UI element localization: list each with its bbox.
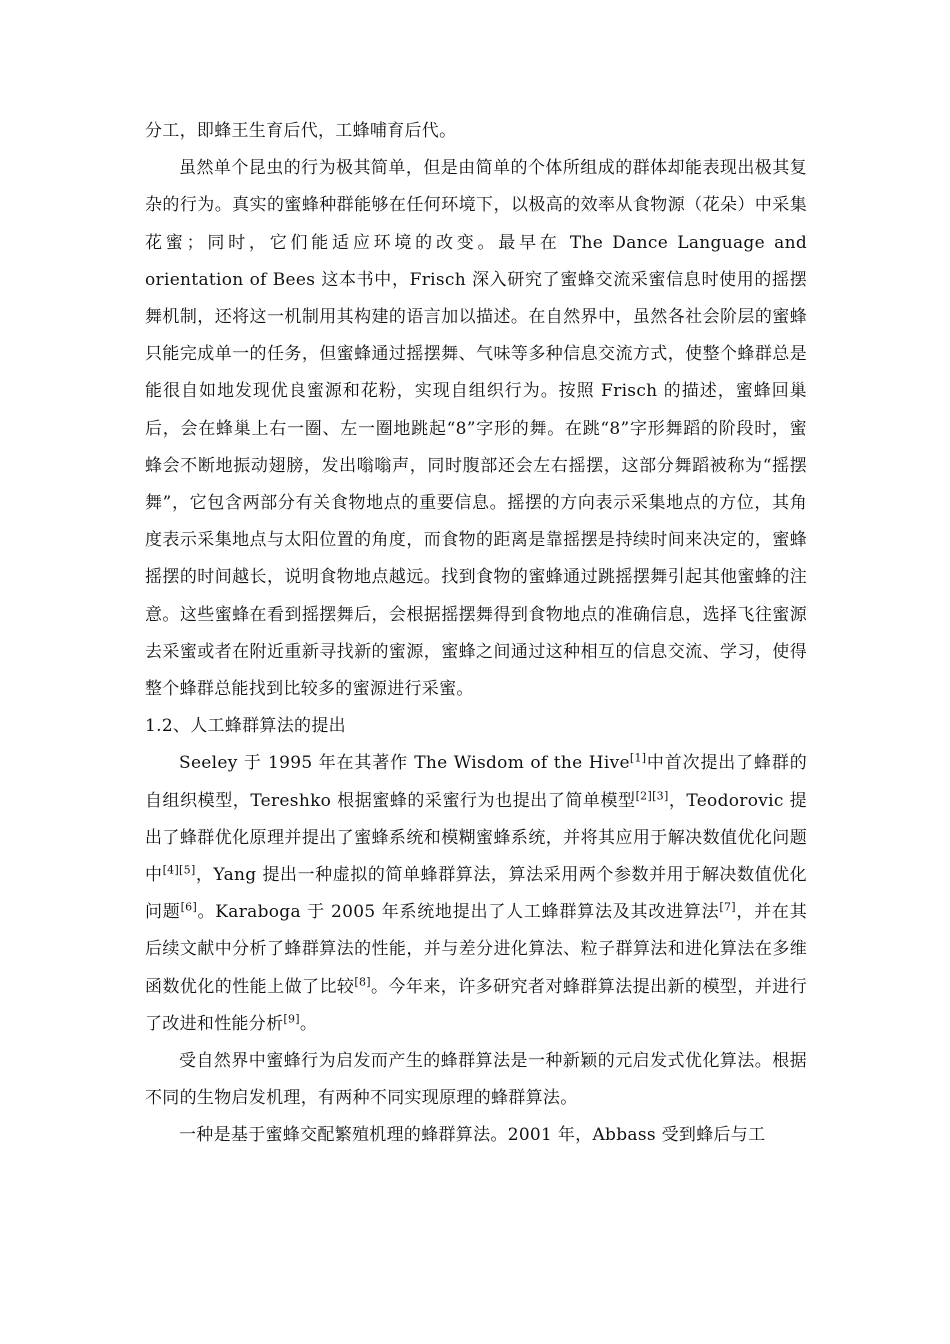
text-run: ，Teodorovic 提出了蜂群优化原理并提出了蜜蜂系统和模糊蜜蜂系统，并将其应用于解决数值优化问题中 [145,790,807,886]
citation-ref: [2][3] [635,789,669,802]
document-body [145,113,807,1155]
text-run: 分工，即蜂王生育后代，工蜂哺育后代。 [145,121,457,141]
citation-ref: [1] [629,751,647,765]
paragraph [145,1043,807,1117]
text-run: Seeley 于 1995 年在其著作 The Wisdom of the Hive [179,753,630,774]
citation-ref: [7] [719,900,736,914]
paragraph [145,113,807,150]
text-run: 1.2、人工蜂群算法的提出 [145,716,346,737]
text-run: 中首次提出了蜂群的自组织模型，Tereshko 根据蜜蜂的采蜜行为也提出了简单模型 [145,753,807,811]
section-heading [145,708,807,745]
text-run: 。 [299,1013,318,1034]
citation-ref: [6] [180,900,198,914]
citation-ref: [4][5] [162,863,196,877]
text-run: ，Yang 提出一种虚拟的简单蜂群算法，算法采用两个参数并用于解决数值优化问题 [145,865,807,923]
text-run: ，并在其后续文献中分析了蜂群算法的性能，并与差分进化算法、粒子群算法和进化算法在多维函数优化的性能上做了比较 [145,902,808,997]
paragraph [145,745,807,1043]
text-run: 受自然界中蜜蜂行为启发而产生的蜂群算法是一种新颖的元启发式优化算法。根据不同的生物启发机理，有两种不同实现原理的蜂群算法。 [145,1051,807,1109]
text-run: 。今年来，许多研究者对蜂群算法提出新的模型，并进行了改进和性能分析 [145,976,807,1034]
text-run: 一种是基于蜜蜂交配繁殖机理的蜂群算法。2001 年，Abbass 受到蜂后与工 [179,1125,766,1146]
citation-ref: [8] [354,975,371,989]
text-run: 。Karaboga 于 2005 年系统地提出了人工蜂群算法及其改进算法 [197,902,720,923]
citation-ref: [9] [283,1012,300,1026]
paragraph [145,1117,807,1154]
paragraph [145,150,807,708]
text-run: 虽然单个昆虫的行为极其简单，但是由简单的个体所组成的群体却能表现出极其复杂的行为。真实的蜜蜂种群能够在任何环境下，以极高的效率从食物源（花朵）中采集花蜜；同时，它们能适应环境的改变。最早在 The Dance Language and orientation of Bees 这本书中，Frisch 深入研究了蜜蜂交流采蜜信息时使用的摇摆舞机制，还将这一机制用其构建的语言加以描述。在自然界中，虽然各社会阶层的蜜蜂只能完成单一的任务，但蜜蜂通过摇摆舞、气味等多种信息交流方式，使整个蜂群总是能很自如地发现优良蜜源和花粉，实现自组织行为。按照 Frisch 的描述，蜜蜂回巢后，会在蜂巢上右一圈、左一圈地跳起“8”字形的舞。在跳“8”字形舞蹈的阶段时，蜜蜂会不断地振动翅膀，发出嗡嗡声，同时腹部还会左右摇摆，这部分舞蹈被称为“摇摆舞”，它包含两部分有关食物地点的重要信息。摇摆的方向表示采集地点的方位，其角度表示采集地点与太阳位置的角度，而食物的距离是靠摇摆是持续时间来决定的，蜜蜂摇摆的时间越长，说明食物地点越远。找到食物的蜜蜂通过跳摇摆舞引起其他蜜蜂的注意。这些蜜蜂在看到摇摆舞后，会根据摇摆舞得到食物地点的准确信息，选择飞往蜜源去采蜜或者在附近重新寻找新的蜜源，蜜蜂之间通过这种相互的信息交流、学习，使得整个蜂群总能找到比较多的蜜源进行采蜜。 [145,158,807,700]
